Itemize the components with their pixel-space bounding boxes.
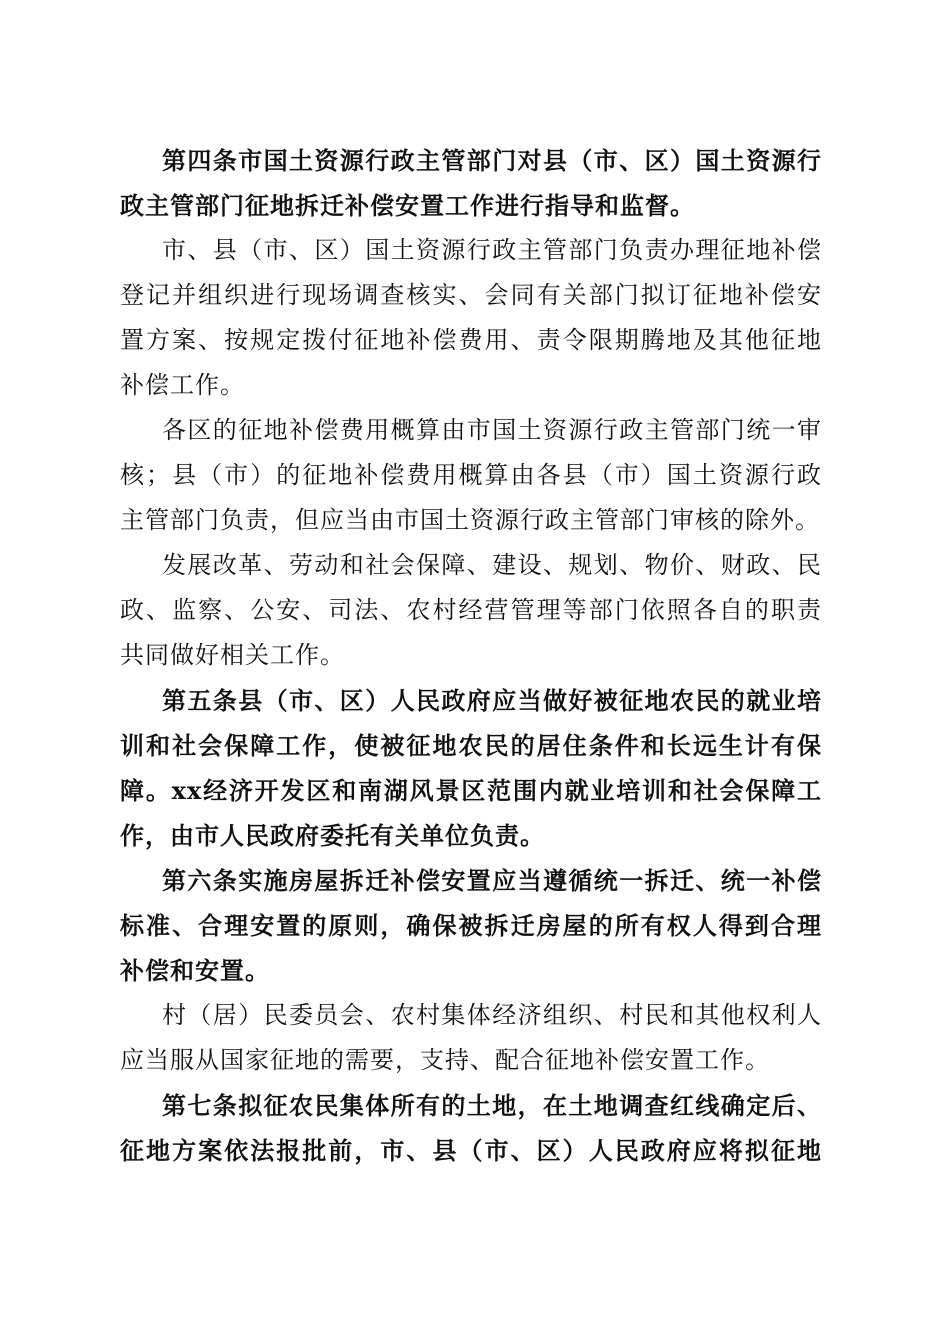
paragraph	[120, 678, 822, 858]
paragraph	[120, 408, 822, 543]
text-line: 核；县（市）的征地补偿费用概算由各县（市）国土资源行政	[120, 461, 822, 489]
text-line: 作，由市人民政府委托有关单位负责。	[120, 821, 545, 850]
text-line: 主管部门负责，但应当由市国土资源行政主管部门审核的除外。	[120, 506, 820, 534]
text-line: 村（居）民委员会、农村集体经济组织、村民和其他权利人	[162, 1001, 822, 1029]
paragraph	[120, 993, 822, 1083]
paragraph	[120, 228, 822, 408]
paragraph	[120, 543, 822, 678]
paragraph	[120, 138, 822, 228]
text-line: 障。xx经济开发区和南湖风景区范围内就业培训和社会保障工	[120, 776, 822, 805]
text-line: 第四条市国土资源行政主管部门对县（市、区）国土资源行	[162, 146, 822, 175]
text-line: 第五条县（市、区）人民政府应当做好被征地农民的就业培	[162, 686, 822, 715]
paragraph	[120, 858, 822, 993]
text-line: 补偿工作。	[120, 371, 245, 399]
text-line: 第七条拟征农民集体所有的土地，在土地调查红线确定后、	[162, 1091, 822, 1120]
text-line: 共同做好相关工作。	[120, 641, 345, 669]
text-line: 第六条实施房屋拆迁补偿安置应当遵循统一拆迁、统一补偿	[162, 866, 822, 895]
text-line: 置方案、按规定拨付征地补偿费用、责令限期腾地及其他征地	[120, 326, 822, 354]
text-line: 应当服从国家征地的需要，支持、配合征地补偿安置工作。	[120, 1046, 770, 1074]
text-line: 征地方案依法报批前，市、县（市、区）人民政府应将拟征地	[120, 1136, 822, 1165]
text-line: 发展改革、劳动和社会保障、建设、规划、物价、财政、民	[162, 551, 822, 579]
text-line: 登记并组织进行现场调查核实、会同有关部门拟订征地补偿安	[120, 281, 822, 309]
text-line: 标准、合理安置的原则，确保被拆迁房屋的所有权人得到合理	[120, 911, 822, 940]
paragraph	[120, 1083, 822, 1173]
text-line: 各区的征地补偿费用概算由市国土资源行政主管部门统一审	[162, 416, 822, 444]
text-line: 训和社会保障工作，使被征地农民的居住条件和长远生计有保	[120, 731, 822, 760]
document-page	[120, 138, 822, 1173]
text-line: 政主管部门征地拆迁补偿安置工作进行指导和监督。	[120, 191, 695, 220]
text-line: 市、县（市、区）国土资源行政主管部门负责办理征地补偿	[162, 236, 822, 264]
text-line: 政、监察、公安、司法、农村经营管理等部门依照各自的职责	[120, 596, 822, 624]
text-line: 补偿和安置。	[120, 956, 270, 985]
